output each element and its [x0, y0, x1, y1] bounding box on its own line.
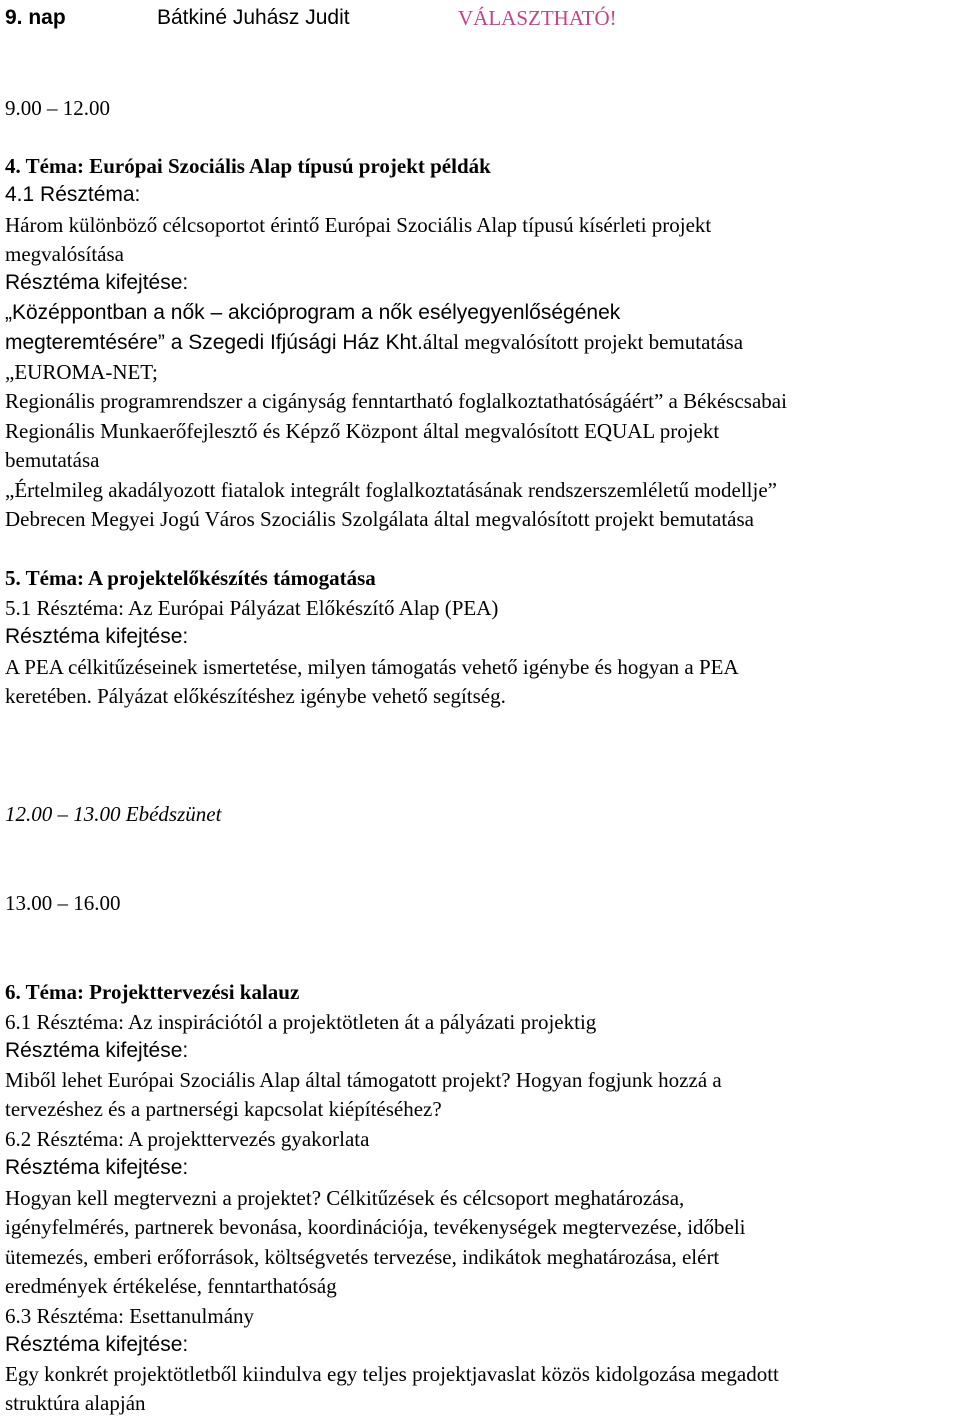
lunch-break: 12.00 – 13.00 Ebédszünet [5, 802, 222, 826]
subtopic-text: megvalósítása [5, 242, 124, 266]
paragraph-line: Regionális programrendszer a cigányság fenntartható foglalkoztathatóságáért” a Békéscsabai [5, 389, 787, 413]
paragraph-line: Miből lehet Európai Szociális Alap által támogatott projekt? Hogyan fogjunk hozzá a [5, 1068, 722, 1092]
subtopic-text: 6.3 Résztéma: Esettanulmány [5, 1304, 255, 1328]
subtopic-explanation-label: Résztéma kifejtése: [5, 1333, 189, 1356]
presenter-name: Bátkiné Juhász Judit [157, 6, 350, 29]
paragraph-line: keretében. Pályázat előkészítéshez igénybe vehető segítség. [5, 684, 506, 708]
subtopic-explanation-label: Résztéma kifejtése: [5, 271, 189, 294]
paragraph-line: eredmények értékelése, fenntarthatóság [5, 1274, 337, 1298]
paragraph-line: „EUROMA-NET; [5, 360, 158, 384]
paragraph-line: igényfelmérés, partnerek bevonása, koordinációja, tevékenységek megtervezése, időbeli [5, 1215, 746, 1239]
subtopic-text: Három különböző célcsoportot érintő Európai Szociális Alap típusú kísérleti projekt [5, 213, 712, 237]
paragraph-fragment: által megvalósított projekt bemutatása [422, 330, 744, 354]
topic-title: 5. Téma: A projektelőkészítés támogatása [5, 566, 376, 590]
subtopic-text: 6.1 Résztéma: Az inspirációtól a projektötleten át a pályázati projektig [5, 1010, 597, 1034]
subtopic-label: 4.1 Résztéma: [5, 183, 141, 206]
subtopic-text: 5.1 Résztéma: Az Európai Pályázat Előkészítő Alap (PEA) [5, 596, 499, 620]
paragraph-fragment: megteremtésére” a Szegedi Ifjúsági Ház Kht. [5, 331, 423, 354]
session-time: 13.00 – 16.00 [5, 891, 121, 915]
paragraph-line: Regionális Munkaerőfejlesztő és Képző Központ által megvalósított EQUAL projekt [5, 419, 720, 443]
paragraph-line: Hogyan kell megtervezni a projektet? Célkitűzések és célcsoport meghatározása, [5, 1186, 685, 1210]
paragraph-line: „Értelmileg akadályozott fiatalok integrált foglalkoztatásának rendszerszemléletű modellje” [5, 478, 777, 502]
paragraph-line: tervezéshez és a partnerségi kapcsolat kiépítéséhez? [5, 1097, 442, 1121]
paragraph-line: struktúra alapján [5, 1391, 146, 1415]
paragraph-line: Debrecen Megyei Jogú Város Szociális Szolgálata által megvalósított projekt bemutatása [5, 507, 754, 531]
paragraph-line [5, 330, 743, 355]
day-label: 9. nap [5, 6, 66, 29]
paragraph-line: Egy konkrét projektötletből kiindulva egy teljes projektjavaslat közös kidolgozása megadott [5, 1362, 779, 1386]
subtopic-explanation-label: Résztéma kifejtése: [5, 1039, 189, 1062]
paragraph-line: A PEA célkitűzéseinek ismertetése, milyen támogatás vehető igénybe és hogyan a PEA [5, 655, 739, 679]
subtopic-explanation-label: Résztéma kifejtése: [5, 1156, 189, 1179]
subtopic-explanation-label: Résztéma kifejtése: [5, 625, 189, 648]
paragraph-line: bemutatása [5, 448, 100, 472]
session-time: 9.00 – 12.00 [5, 96, 110, 120]
paragraph-line: „Középpontban a nők – akcióprogram a nők esélyegyenlőségének [5, 301, 621, 324]
optional-badge: VÁLASZTHATÓ! [458, 6, 617, 30]
subtopic-text: 6.2 Résztéma: A projekttervezés gyakorlata [5, 1127, 370, 1151]
paragraph-line: ütemezés, emberi erőforrások, költségvetés tervezése, indikátok meghatározása, elért [5, 1245, 720, 1269]
topic-title: 6. Téma: Projekttervezési kalauz [5, 980, 300, 1004]
topic-title: 4. Téma: Európai Szociális Alap típusú projekt példák [5, 154, 491, 178]
